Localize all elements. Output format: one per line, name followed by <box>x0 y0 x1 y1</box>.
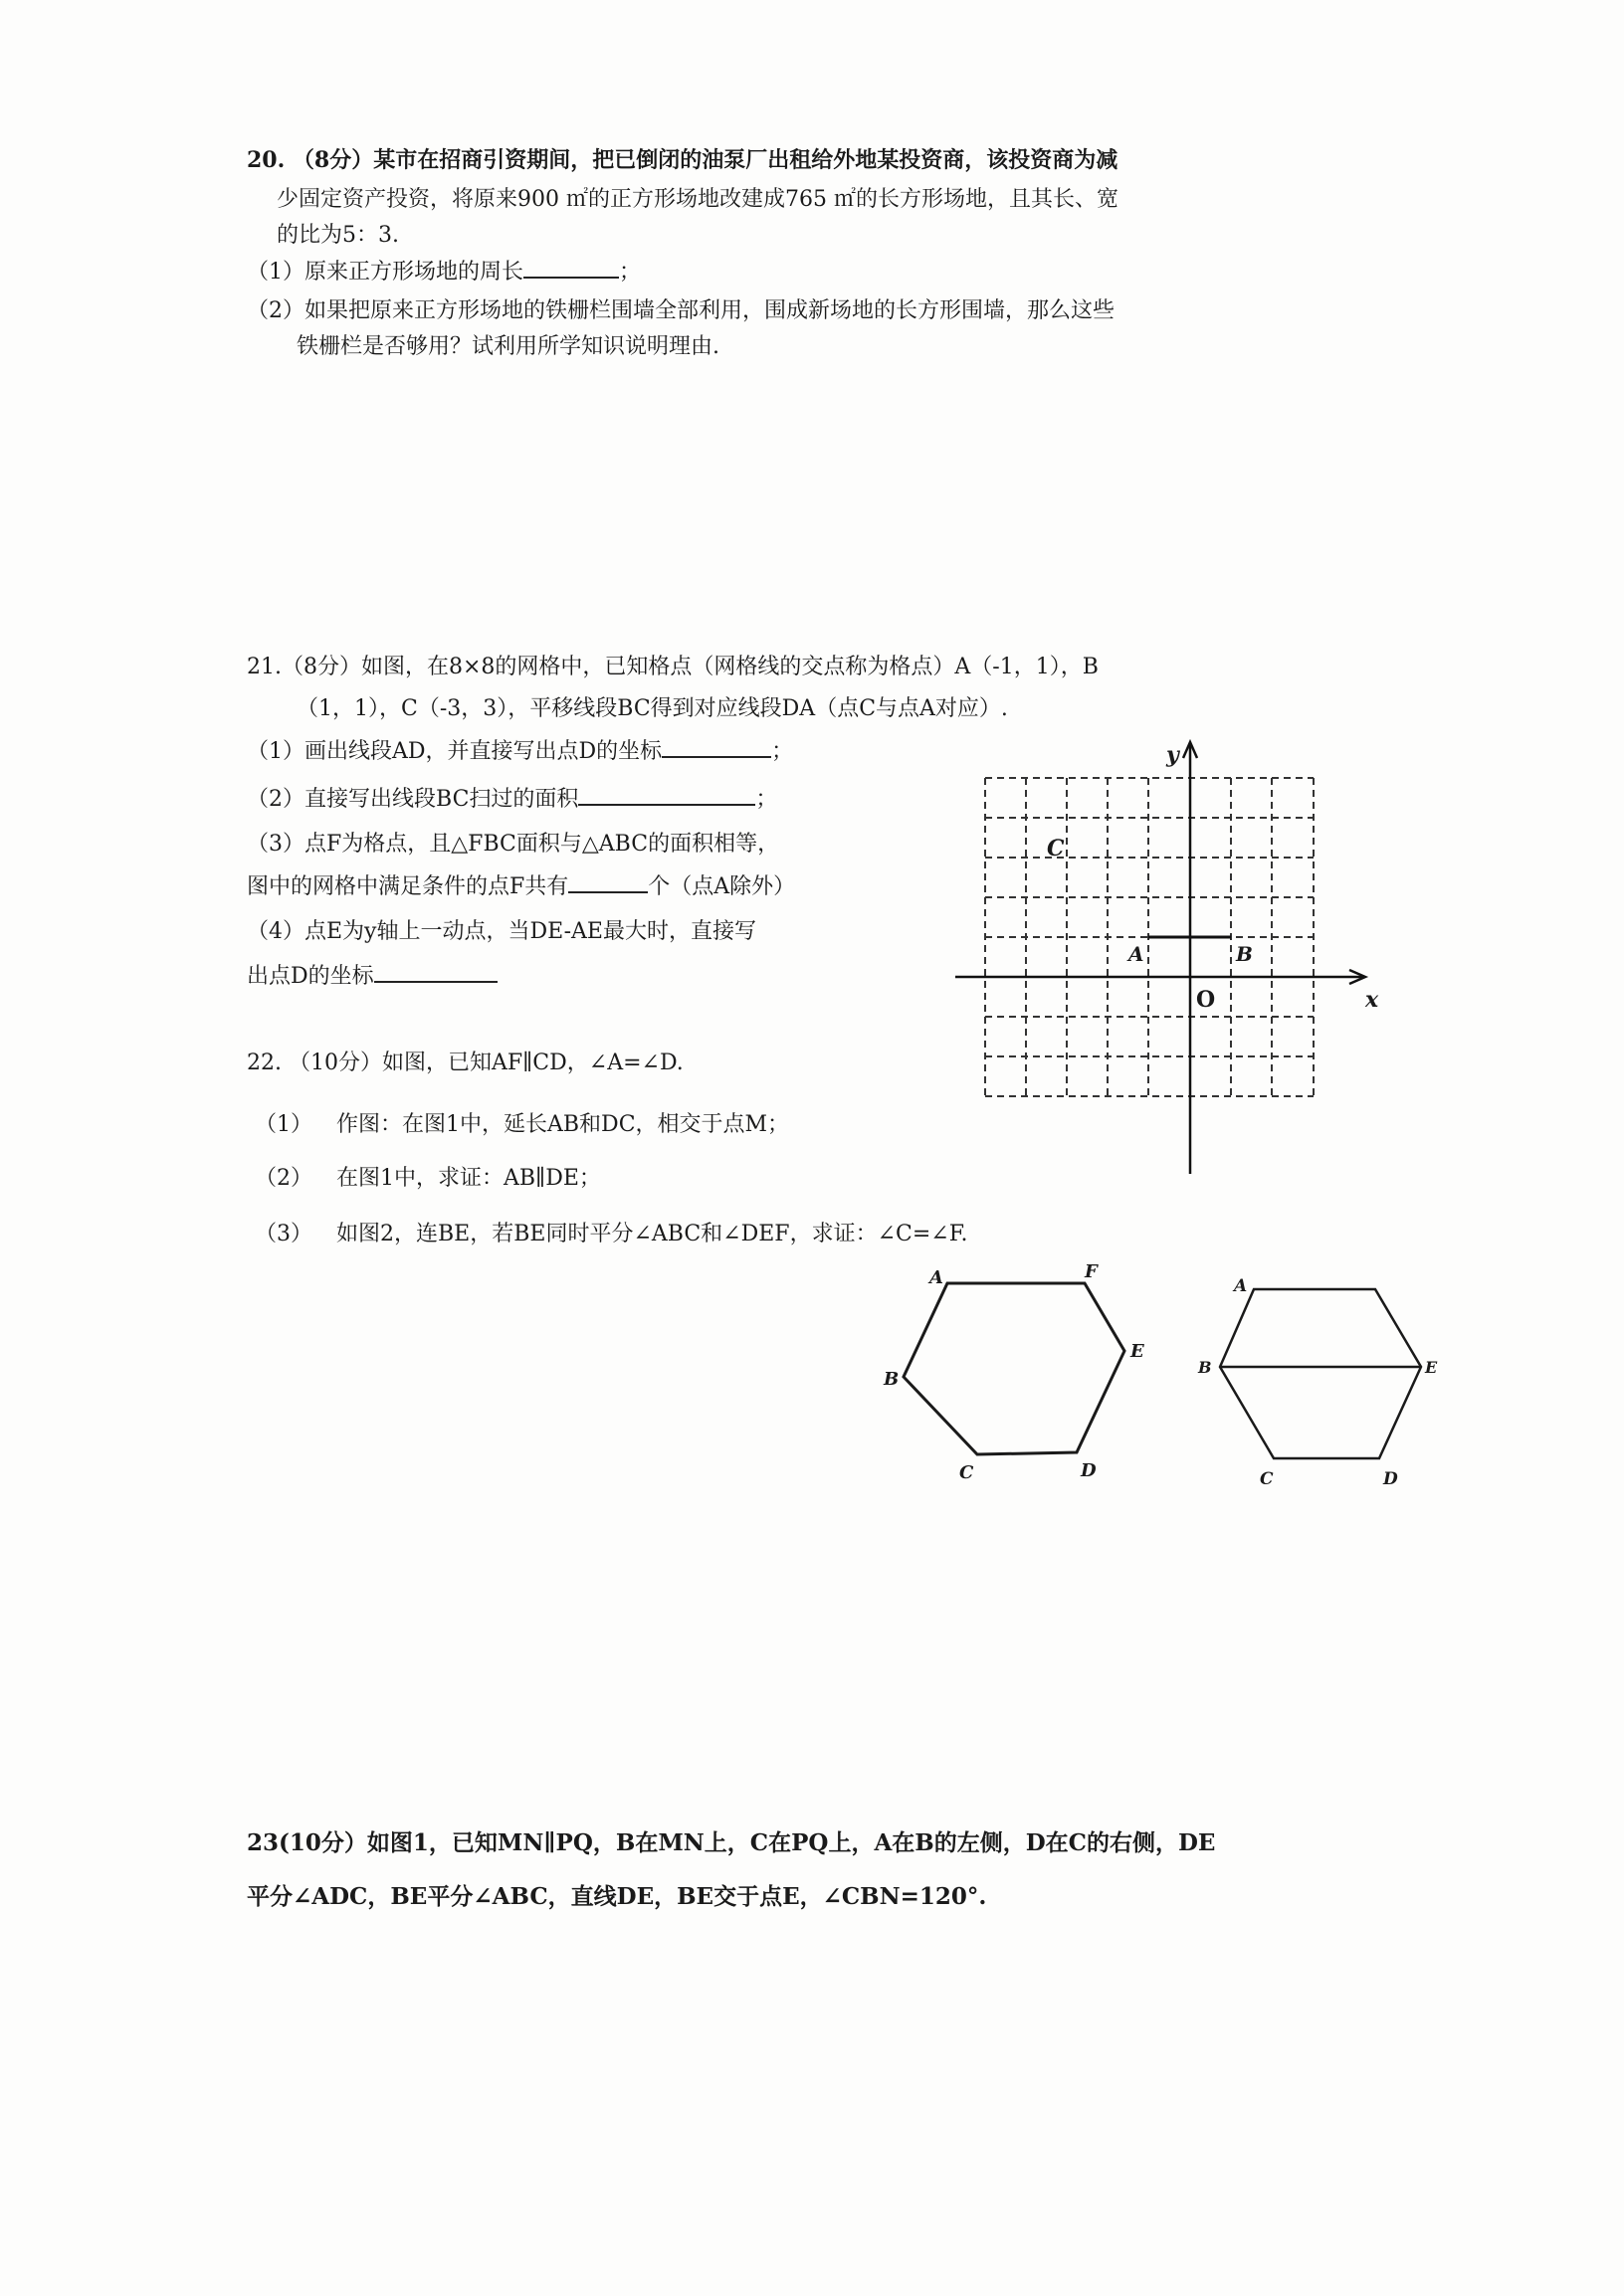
q21-part-4b <box>247 961 498 992</box>
hexagon-figure-1 <box>876 1263 1154 1492</box>
q21-part-3a: （3）点F为格点，且△FBC面积与△ABC的面积相等， <box>247 832 780 857</box>
fig2-label-d: D <box>1383 1469 1398 1489</box>
fig1-label-b: B <box>884 1369 900 1390</box>
q22-part-2: 在图1中，求证：AB∥DE； <box>336 1166 601 1191</box>
point-a-label: A <box>1128 942 1144 966</box>
fig1-label-c: C <box>959 1462 974 1483</box>
q20-part-2a: （2）如果把原来正方形场地的铁栅栏围墙全部利用，围成新场地的长方形围墙，那么这些 <box>247 298 1116 323</box>
q22-part-1-num: （1） <box>255 1112 312 1137</box>
q21-part-1-text: （1）画出线段AD，并直接写出点D的坐标 <box>247 739 663 764</box>
point-c-label: C <box>1047 836 1065 861</box>
fig1-label-d: D <box>1081 1460 1097 1481</box>
q21-part-2 <box>247 784 777 815</box>
q20-part-1 <box>247 257 641 287</box>
hexagon-figure-2 <box>1184 1263 1463 1492</box>
q22-stem: 22. （10分）如图，已知AF∥CD，∠A=∠D. <box>247 1051 684 1075</box>
q20-stem-line-1: 20. （8分）某市在招商引资期间，把已倒闭的油泵厂出租给外地某投资商，该投资商为减 <box>247 147 1118 173</box>
q21-part-3b <box>247 871 795 902</box>
q22-part-2-num: （2） <box>255 1166 312 1191</box>
q22-part-3: 如图2，连BE，若BE同时平分∠ABC和∠DEF，求证：∠C=∠F. <box>336 1222 968 1246</box>
q21-part-1 <box>247 736 793 767</box>
x-axis-label: x <box>1365 987 1379 1013</box>
q21-part-3b-text: 图中的网格中满足条件的点F共有 <box>247 874 569 899</box>
q22-part-3-num: （3） <box>255 1222 312 1246</box>
q21-stem-line-2: （1，1），C（-3，3），平移线段BC得到对应线段DA（点C与点A对应）. <box>297 696 1008 721</box>
q23-stem-line-2: 平分∠ADC，BE平分∠ABC，直线DE，BE交于点E，∠CBN=120°. <box>247 1883 987 1910</box>
q21-answer-blank-1[interactable] <box>662 736 771 758</box>
q21-part-2-text: （2）直接写出线段BC扫过的面积 <box>247 787 579 812</box>
q22-part-1: 作图：在图1中，延长AB和DC，相交于点M； <box>336 1112 790 1137</box>
y-axis-label: y <box>1166 742 1179 768</box>
q20-answer-blank-1[interactable] <box>523 257 619 279</box>
fig2-label-b: B <box>1198 1358 1212 1377</box>
q21-answer-blank-4[interactable] <box>374 961 498 983</box>
coordinate-grid-figure <box>935 736 1393 1174</box>
point-b-label: B <box>1236 942 1253 966</box>
origin-label: O <box>1196 987 1216 1013</box>
coordinate-axes <box>955 742 1365 1174</box>
q21-part-1-end: ； <box>771 739 794 764</box>
q21-stem-line-1: 21.（8分）如图，在8×8的网格中，已知格点（网格线的交点称为格点）A（-1，1），B <box>247 655 1099 679</box>
q20-stem-line-3: 的比为5：3. <box>277 223 399 248</box>
fig2-label-c: C <box>1260 1469 1274 1489</box>
hexagon-abcdef <box>904 1283 1124 1454</box>
fig1-label-a: A <box>929 1267 943 1288</box>
q21-part-4a: （4）点E为y轴上一动点，当DE-AE最大时，直接写 <box>247 919 756 944</box>
fig1-label-f: F <box>1085 1263 1098 1282</box>
q21-answer-blank-3[interactable] <box>568 871 648 893</box>
q21-answer-blank-2[interactable] <box>578 784 755 806</box>
q20-part-2b: 铁栅栏是否够用？试利用所学知识说明理由. <box>297 334 719 359</box>
q21-part-2-end: ； <box>755 787 778 812</box>
q20-part-1-text: （1）原来正方形场地的周长 <box>247 260 523 285</box>
hexagon-abcdef-2 <box>1220 1289 1421 1458</box>
fig1-label-e: E <box>1130 1341 1144 1362</box>
q21-part-3b-end: 个（点A除外） <box>648 874 796 899</box>
q23-stem-line-1: 23(10分）如图1，已知MN∥PQ，B在MN上，C在PQ上，A在B的左侧，D在C的右侧，DE <box>247 1829 1216 1856</box>
q20-stem-line-2: 少固定资产投资，将原来900 ㎡的正方形场地改建成765 ㎡的长方形场地，且其长、宽 <box>277 187 1118 212</box>
fig2-label-e: E <box>1425 1358 1438 1377</box>
fig2-label-a: A <box>1234 1276 1248 1296</box>
q21-part-4b-text: 出点D的坐标 <box>247 964 374 989</box>
q20-part-1-end: ； <box>619 260 642 285</box>
